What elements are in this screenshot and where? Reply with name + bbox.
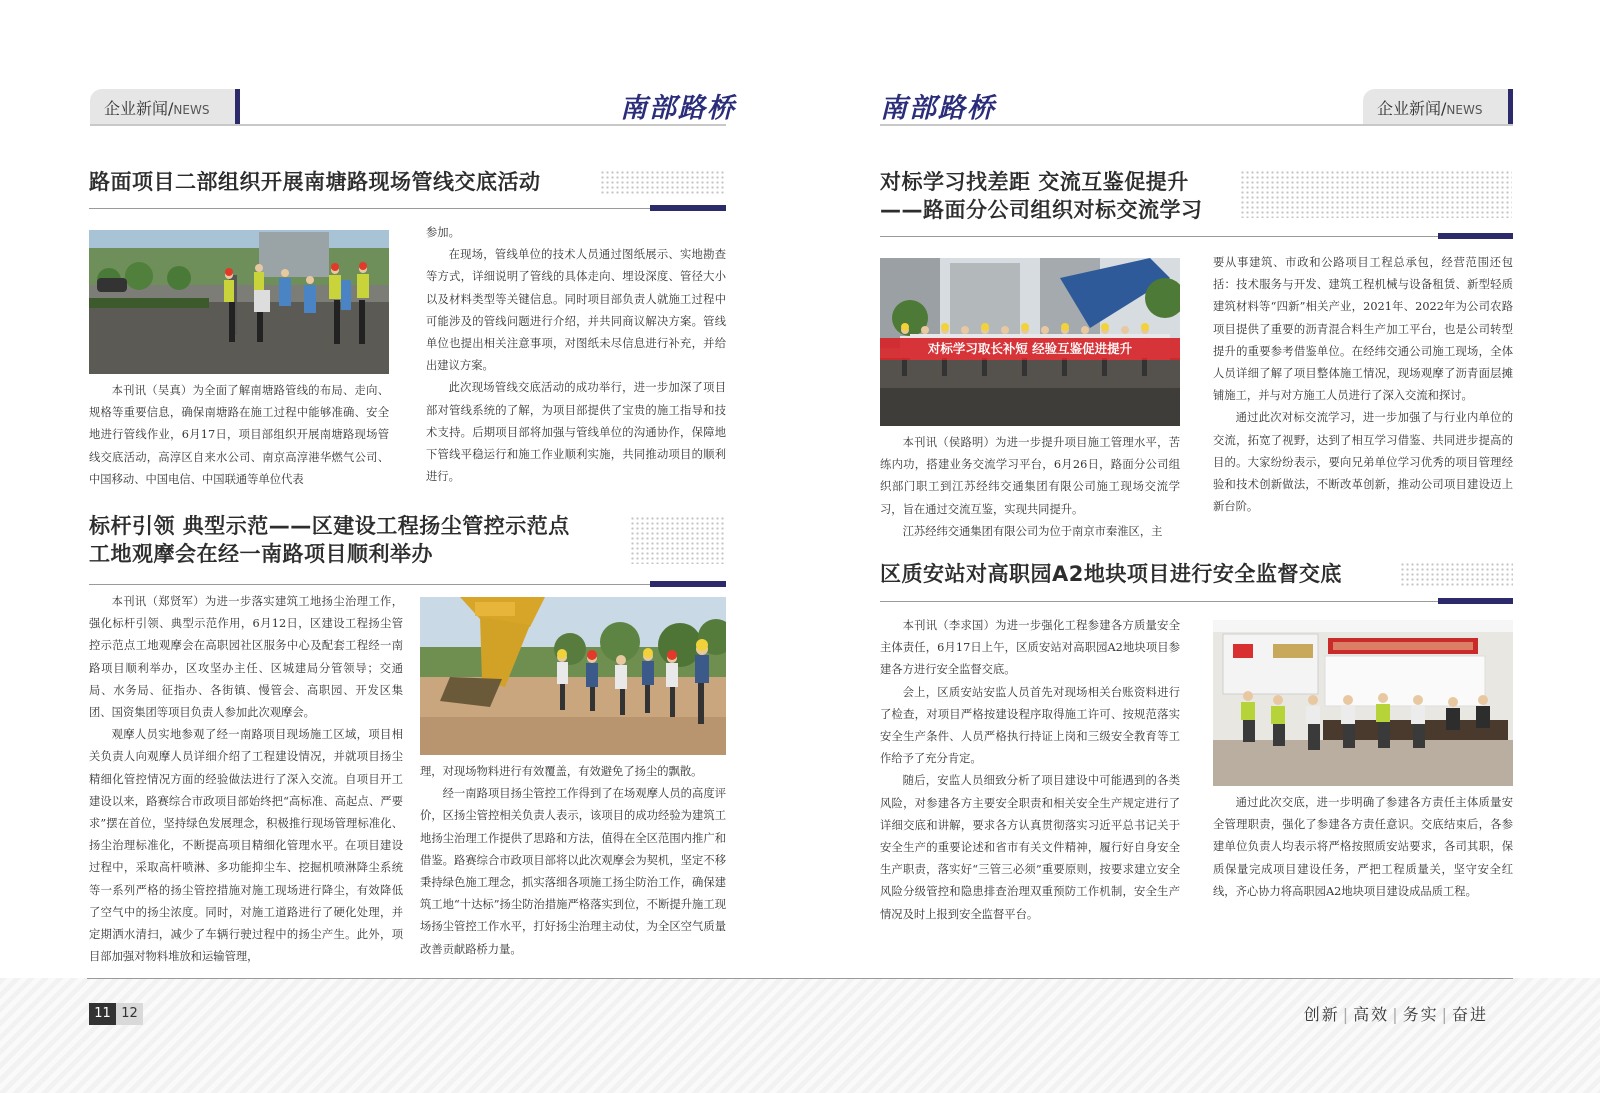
article-3-title-line1: 对标学习找差距 交流互鉴促提升 xyxy=(880,170,1189,194)
title-dots xyxy=(600,170,726,194)
page-number-right: 12 xyxy=(116,1003,143,1025)
article-1-photo xyxy=(89,230,389,374)
article-2-title xyxy=(89,512,570,568)
header-line xyxy=(880,124,1513,126)
section-tab-en: NEWS xyxy=(1446,103,1483,117)
slogan-word: 务实 xyxy=(1402,1005,1439,1024)
article-2-col2 xyxy=(420,761,726,961)
section-tab-cn: 企业新闻 xyxy=(104,99,169,118)
slogan-separator: | xyxy=(1342,1005,1351,1024)
slogan-separator: | xyxy=(1392,1005,1400,1024)
page-number-left: 11 xyxy=(89,1003,116,1025)
title-rule xyxy=(880,601,1513,602)
article-3-col2 xyxy=(1213,252,1513,518)
section-tab xyxy=(1363,89,1513,125)
article-2-title-line2: 工地观摩会在经一南路项目顺利举办 xyxy=(89,542,433,566)
paragraph: 理，对现场物料进行有效覆盖，有效避免了扬尘的飘散。 xyxy=(420,765,703,778)
paragraph: 本刊讯（侯路明）为进一步提升项目施工管理水平，苦练内功，搭建业务交流学习平台，6月26日，路面分公司组织部门职工到江苏经纬交通集团有限公司施工现场交流学习，旨在通过交流互鉴，实现共同提升。 xyxy=(880,436,1180,516)
slogan-separator: | xyxy=(1441,1005,1449,1024)
title-dots xyxy=(1240,170,1512,218)
article-3-photo xyxy=(880,258,1180,426)
paragraph: 通过此次对标交流学习，进一步加强了与行业内单位的交流，拓宽了视野，达到了相互学习借鉴、共同进步提高的目的。大家纷纷表示，要向兄弟单位学习优秀的项目管理经验和技术创新做法，不断改革创新，推动公司项目建设迈上新台阶。 xyxy=(1213,411,1513,514)
paragraph: 本刊讯（李求国）为进一步强化工程参建各方质量安全主体责任，6月17日上午，区质安站对高职园A2地块项目参建各方进行安全监督交底。 xyxy=(880,619,1180,677)
paragraph: 经一南路项目扬尘管控工作得到了在场观摩人员的高度评价，区扬尘管控相关负责人表示，该项目的成功经验为建筑工地扬尘治理工作提供了思路和方法，值得在全区范围内推广和借鉴。路赛综合市政项目部将以此次观摩会为契机，坚定不移秉持绿色施工理念，抓实落细各项施工扬尘防治工作，确保建筑工地“十达标”扬尘防治措施严格落实到位，不断提升施工现场扬尘管控工作水平，打好扬尘治理主动仗，为全区空气质量改善贡献路桥力量。 xyxy=(420,787,726,956)
article-4-title: 区质安站对高职园A2地块项目进行安全监督交底 xyxy=(880,562,1342,586)
section-tab xyxy=(90,89,240,125)
title-bar xyxy=(1438,598,1513,604)
section-tab-cn: 企业新闻 xyxy=(1377,99,1442,118)
article-4-photo xyxy=(1213,620,1513,786)
footer-slogan xyxy=(1304,1002,1488,1025)
slogan-word: 创新 xyxy=(1303,1005,1340,1024)
article-1-col2 xyxy=(426,222,726,488)
slogan-word: 奋进 xyxy=(1451,1005,1488,1024)
article-3-title-line2: ——路面分公司组织对标交流学习 xyxy=(880,198,1203,222)
title-dots xyxy=(1400,562,1513,586)
article-3-col1 xyxy=(880,432,1180,543)
article-2-col1 xyxy=(89,591,403,968)
slogan-word: 高效 xyxy=(1353,1005,1390,1024)
right-page xyxy=(800,0,1600,1093)
footer-band xyxy=(0,978,1600,1093)
paragraph: 观摩人员实地参观了经一南路项目现场施工区域，项目相关负责人向观摩人员详细介绍了工程建设情况，并就项目扬尘精细化管控情况方面的经验做法进行了深入交流。自项目开工建设以来，路赛综合市政项目部始终把“高标准、高起点、严要求”摆在首位，坚持绿色发展理念，积极推行现场管理标准化、扬尘治理标准化，不断提高项目精细化管理水平。在项目建设过程中，采取高杆喷淋、多功能抑尘车、挖掘机喷淋降尘系统等一系列严格的扬尘管控措施对施工现场进行降尘，有效降低了空气中的扬尘浓度。同时，对施工道路进行了硬化处理，并定期洒水清扫，减少了车辆行驶过程中的扬尘产生。此外，项目部加强对物料堆放和运输管理， xyxy=(89,728,403,964)
brand-logo: 南部路桥 xyxy=(880,93,996,124)
article-1-col1 xyxy=(89,380,389,491)
paragraph: 本刊讯（郑贤军）为进一步落实建筑工地扬尘治理工作，强化标杆引领、典型示范作用，6月12日，区建设工程扬尘管控示范点工地观摩会在高职园社区服务中心及配套工程经一南路项目顺利举办，区攻坚办主任、区城建局分管领导；交通局、水务局、征指办、各街镇、慢管会、高职园、开发区集团、国资集团等项目负责人参加此次观摩会。 xyxy=(89,595,403,720)
article-4-col1 xyxy=(880,615,1180,926)
section-tab-en: NEWS xyxy=(173,103,210,117)
section-tab-sep: / xyxy=(168,99,174,118)
paragraph: 要从事建筑、市政和公路项目工程总承包，经营范围还包括：技术服务与开发、建筑工程机械与设备租赁、新型轻质建筑材料等“四新”相关产业，2021年、2022年为公司农路项目提供了重要的沥青混合料生产加工平台，也是公司转型提升的重要参考借鉴单位。在经纬交通公司施工现场，全体人员详细了解了项目整体施工情况，现场观摩了沥青面层摊铺施工，并与对方施工人员进行了深入交流和探讨。 xyxy=(1213,256,1513,403)
brand-logo: 南部路桥 xyxy=(620,93,736,124)
title-bar xyxy=(650,581,726,587)
title-rule xyxy=(89,584,726,585)
photo-banner-text: 对标学习取长补短 经验互鉴促进提升 xyxy=(927,341,1133,356)
section-tab-sep: / xyxy=(1441,99,1447,118)
title-bar xyxy=(1438,233,1513,239)
article-1-title: 路面项目二部组织开展南塘路现场管线交底活动 xyxy=(89,170,541,194)
title-bar xyxy=(650,205,726,211)
paragraph: 此次现场管线交底活动的成功举行，进一步加深了项目部对管线系统的了解，为项目部提供了宝贵的施工指导和技术支持。后期项目部将加强与管线单位的沟通协作，保障地下管线平稳运行和施工作业顺利实施，共同推动项目的顺利进行。 xyxy=(426,381,726,484)
paragraph: 本刊讯（吴真）为全面了解南塘路管线的布局、走向、规格等重要信息，确保南塘路在施工过程中能够准确、安全地进行管线作业，6月17日，项目部组织开展南塘路现场管线交底活动，高淳区自来水公司、南京高淳港华燃气公司、中国移动、中国电信、中国联通等单位代表 xyxy=(89,384,389,486)
paragraph: 通过此次交底，进一步明确了参建各方责任主体质量安全管理职责，强化了参建各方责任意识。交底结束后，各参建单位负责人均表示将严格按照质安站要求，各司其职，保质保量完成项目建设任务，严把工程质量关，坚守安全红线，齐心协力将高职园A2地块项目建设成品质工程。 xyxy=(1213,796,1513,898)
article-2-title-line1: 标杆引领 典型示范——区建设工程扬尘管控示范点 xyxy=(89,514,570,538)
paragraph: 参加。 xyxy=(426,226,460,239)
article-3-title xyxy=(880,168,1203,224)
article-2-photo xyxy=(420,597,726,755)
paragraph: 会上，区质安站安监人员首先对现场相关台账资料进行了检查，对项目严格按建设程序取得施工许可、按规范落实安全生产条件、人员严格执行持证上岗和三级安全教育等工作给予了充分肯定。 xyxy=(880,685,1180,766)
title-dots xyxy=(630,516,726,564)
paragraph: 在现场，管线单位的技术人员通过图纸展示、实地勘查等方式，详细说明了管线的具体走向、埋设深度、管径大小以及材料类型等关键信息。同时项目部负责人就施工过程中可能涉及的管线问题进行介绍，并共同商议解决方案。管线单位也提出相关注意事项，对图纸未尽信息进行补充，并给出建议方案。 xyxy=(426,248,726,373)
title-rule xyxy=(89,208,726,209)
footer-line xyxy=(87,978,1513,979)
title-rule xyxy=(880,236,1513,237)
paragraph: 随后，安监人员细致分析了项目建设中可能遇到的各类风险，对参建各方主要安全职责和相关安全生产规定进行了详细交底和讲解，要求各方认真贯彻落实习近平总书记关于安全生产的重要论述和省市有关文件精神，履行好自身安全生产职责，落实好“三管三必须”重要原则，按要求建立安全风险分级管控和隐患排查治理双重预防工作机制，安全生产情况及时上报到安全监督平台。 xyxy=(880,774,1180,921)
paragraph: 江苏经纬交通集团有限公司为位于南京市秦淮区，主 xyxy=(902,524,1163,538)
article-4-col2 xyxy=(1213,792,1513,903)
